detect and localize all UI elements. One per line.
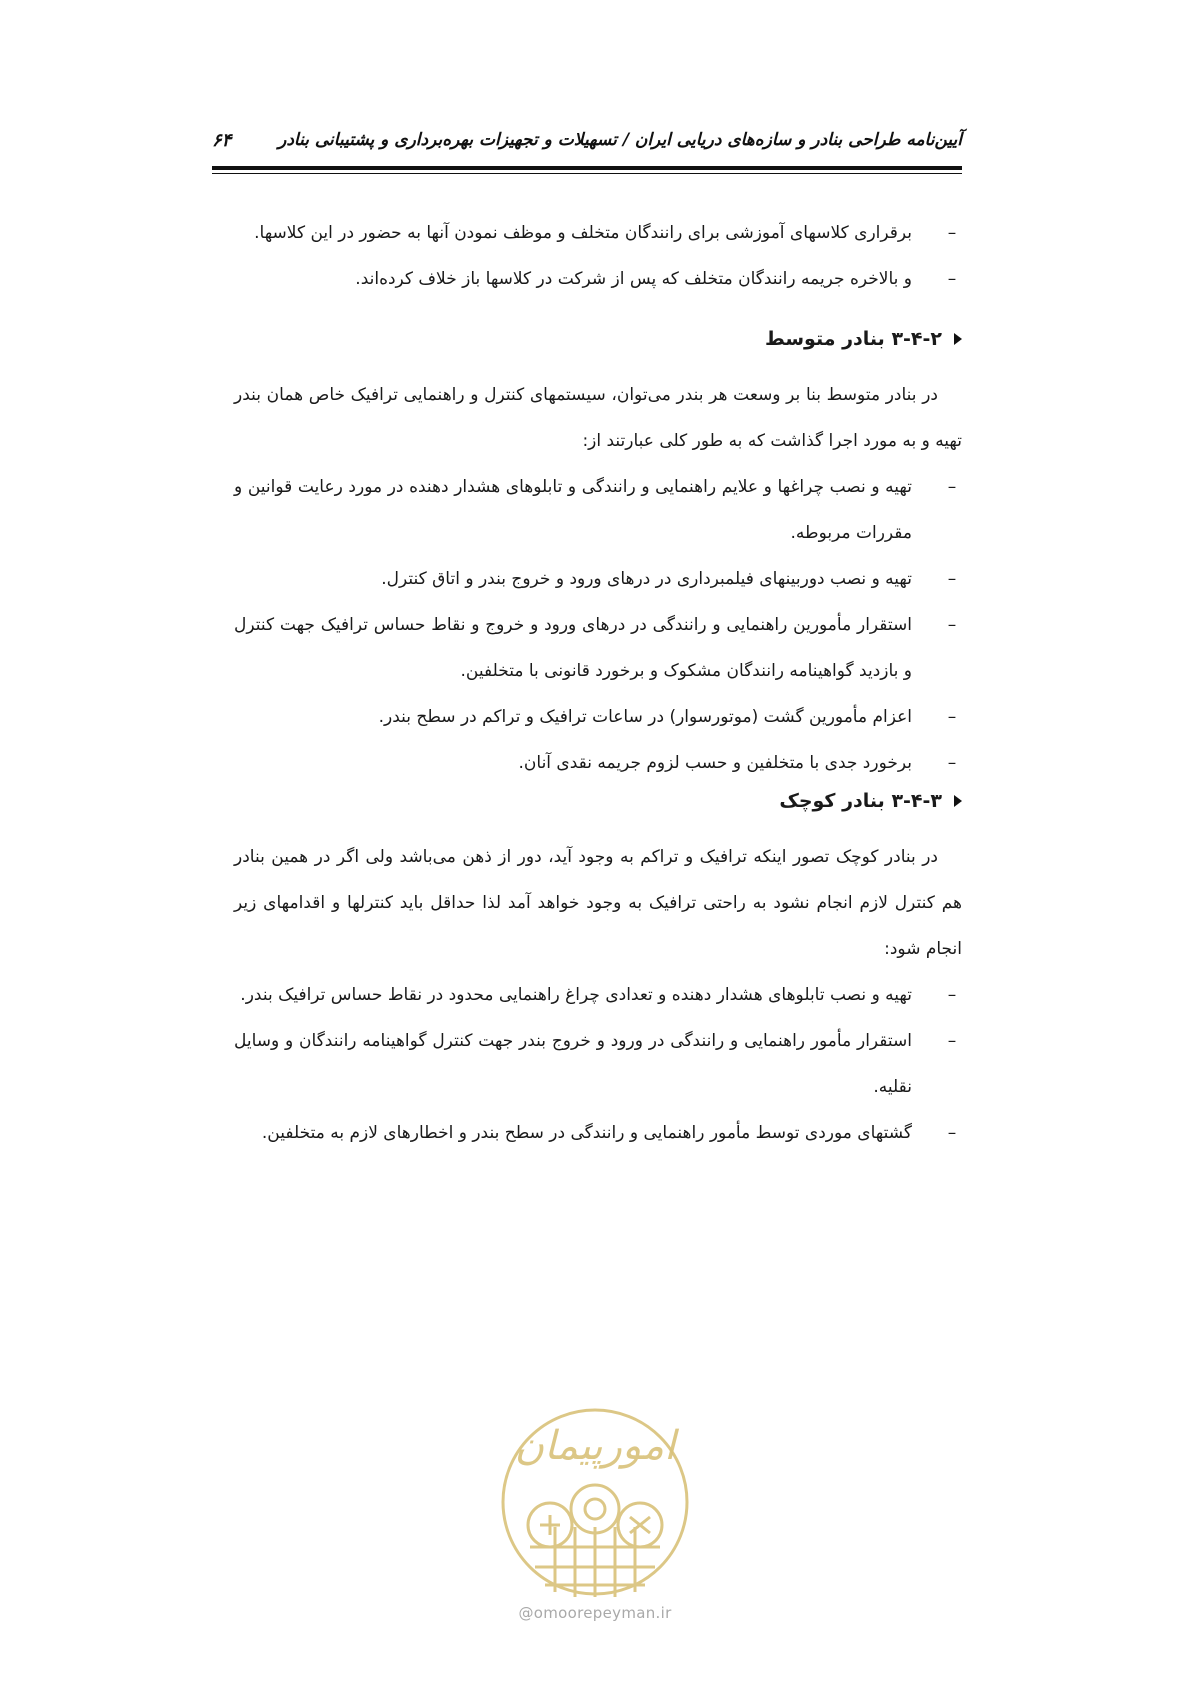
list-item: – تهیه و نصب دوربینهای فیلمبرداری در درهای ورود و خروج بندر و اتاق کنترل. — [234, 556, 962, 602]
watermark-logo — [495, 1397, 695, 1607]
header-title: آیین‌نامه طراحی بنادر و سازه‌های دریایی ایران / تسهیلات و تجهیزات بهره‌برداری و پشتیبانی بنادر — [278, 130, 962, 150]
section-intro-paragraph: در بنادر کوچک تصور اینکه ترافیک و تراکم به وجود آید، دور از ذهن می‌باشد ولی اگر در همین بنادر هم کنترل لازم انجام نشود به راحتی ترافیک به وجود خواهد آمد لذا حداقل باید کنترلها و اقدامهای زیر انجام شود: — [234, 847, 962, 959]
bullet-dash: – — [947, 223, 957, 243]
bullet-dash: – — [947, 269, 957, 289]
header-rule-thin — [212, 173, 962, 174]
list-item: – تهیه و نصب چراغها و علایم راهنمایی و رانندگی و تابلوهای هشدار دهنده در مورد رعایت قوانین و مقررات مربوطه. — [234, 464, 962, 556]
bullet-dash: – — [947, 615, 957, 635]
top-bullet-list — [234, 210, 962, 302]
header-rule — [212, 166, 962, 170]
page-number: ۶۴ — [212, 129, 232, 151]
list-item: – اعزام مأمورین گشت (موتورسوار) در ساعات ترافیک و تراکم در سطح بندر. — [234, 694, 962, 740]
list-item: – گشتهای موردی توسط مأمور راهنمایی و رانندگی در سطح بندر و اخطارهای لازم به متخلفین. — [234, 1110, 962, 1156]
bullet-dash: – — [947, 569, 957, 589]
watermark-url: @omoorepeyman.ir — [518, 1604, 672, 1622]
bullet-dash: – — [947, 707, 957, 727]
list-item: – استقرار مأمورین راهنمایی و رانندگی در درهای ورود و خروج و نقاط حساس ترافیک جهت کنترل و بازدید گواهینامه رانندگان مشکوک و برخورد قانونی با متخلفین. — [234, 602, 962, 694]
section-heading-small-ports: ۳-۴-۳ بنادر کوچک — [779, 790, 962, 812]
triangle-marker-icon — [954, 333, 962, 345]
triangle-marker-icon — [954, 795, 962, 807]
section-intro-paragraph: در بنادر متوسط بنا بر وسعت هر بندر می‌توان، سیستمهای کنترل و راهنمایی ترافیک خاص همان بندر تهیه و به مورد اجرا گذاشت که به طور کلی عبارتند از: — [234, 385, 962, 451]
bullet-dash: – — [947, 753, 957, 773]
watermark-logo-text: امورپیمان — [514, 1423, 676, 1469]
list-item: – استقرار مأمور راهنمایی و رانندگی در ورود و خروج بندر جهت کنترل گواهینامه رانندگان و وسایل نقلیه. — [234, 1018, 962, 1110]
list-item: – برقراری کلاسهای آموزشی برای رانندگان متخلف و موظف نمودن آنها به حضور در این کلاسها. — [234, 210, 962, 256]
section-medium-body — [234, 372, 962, 786]
list-item: – و بالاخره جریمه رانندگان متخلف که پس از شرکت در کلاسها باز خلاف کرده‌اند. — [234, 256, 962, 302]
list-item: – تهیه و نصب تابلوهای هشدار دهنده و تعدادی چراغ راهنمایی محدود در نقاط حساس ترافیک بندر. — [234, 972, 962, 1018]
bullet-dash: – — [947, 477, 957, 497]
bullet-dash: – — [947, 1123, 957, 1143]
bullet-dash: – — [947, 1031, 957, 1051]
section-small-body — [234, 834, 962, 1156]
section-heading-medium-ports: ۳-۴-۲ بنادر متوسط — [765, 328, 962, 350]
running-header — [212, 120, 962, 160]
list-item: – برخورد جدی با متخلفین و حسب لزوم جریمه نقدی آنان. — [234, 740, 962, 786]
bullet-dash: – — [947, 985, 957, 1005]
